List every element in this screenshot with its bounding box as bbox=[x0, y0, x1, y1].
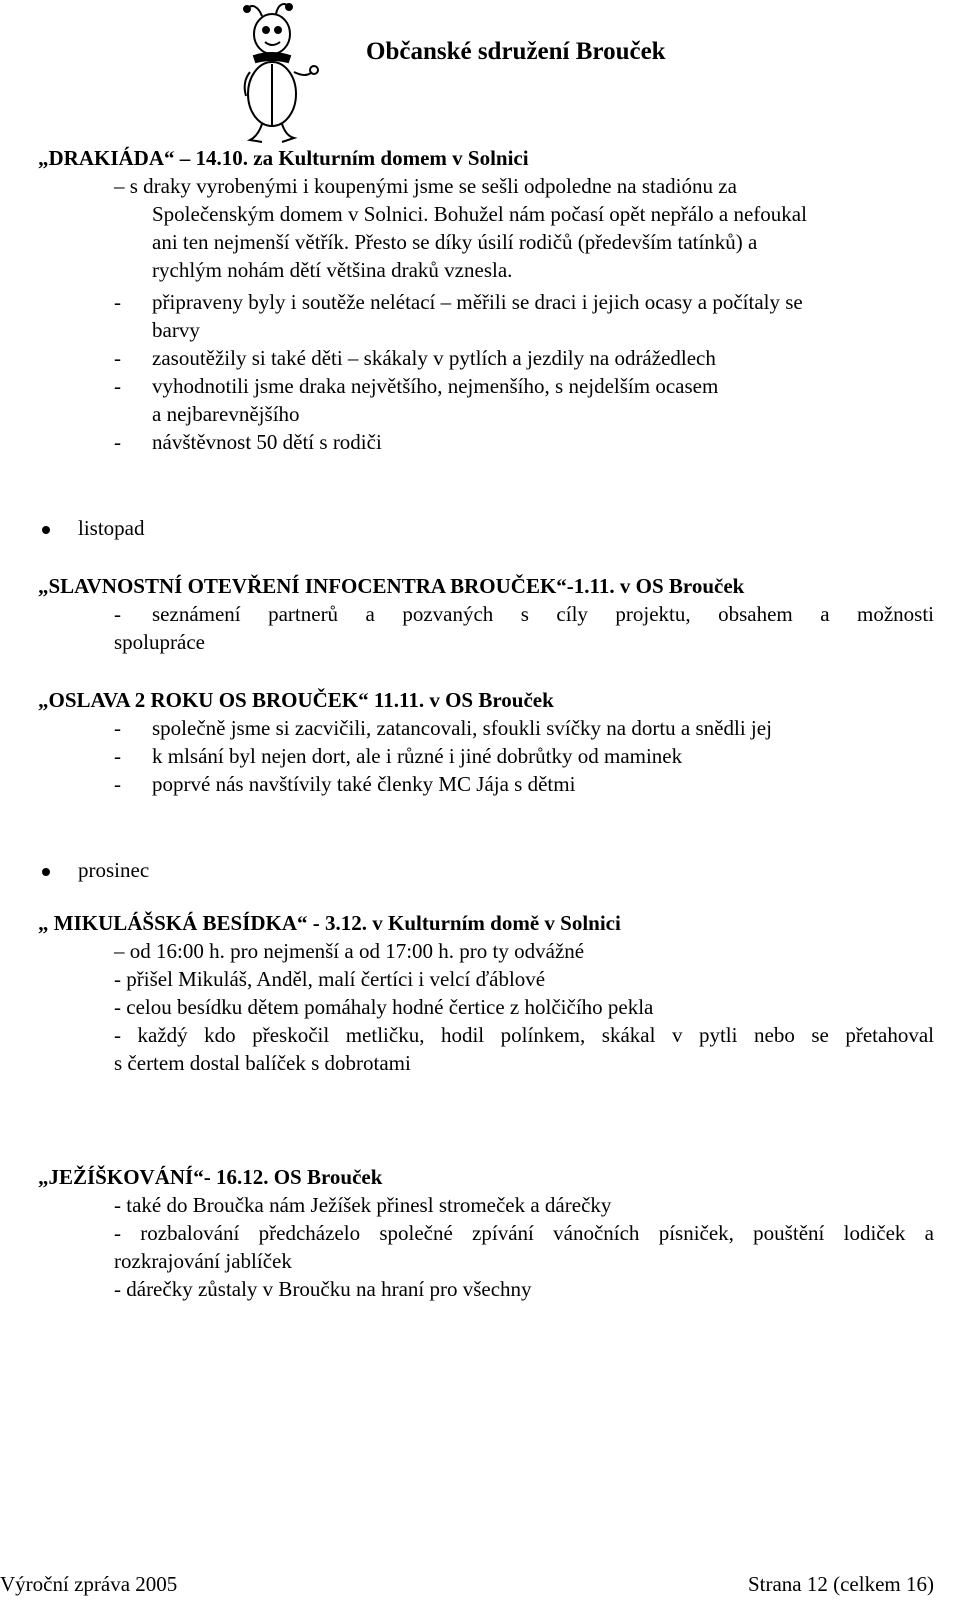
jeziskovani-line-1: - také do Broučka nám Ježíšek přinesl stromeček a dárečky bbox=[114, 1193, 612, 1217]
jeziskovani-heading: „JEŽÍŠKOVÁNÍ“- 16.12. OS Brouček bbox=[38, 1165, 383, 1189]
drakiada-line-3: ani ten nejmenší větřík. Přesto se díky úsilí rodičů (především tatínků) a bbox=[152, 230, 758, 254]
list-dash: - bbox=[114, 290, 121, 314]
month-prosinec: prosinec bbox=[78, 858, 150, 882]
mikulas-heading: „ MIKULÁŠSKÁ BESÍDKA“ - 3.12. v Kulturním domě v Solnici bbox=[38, 911, 621, 935]
jeziskovani-line-4: - dárečky zůstaly v Broučku na hraní pro všechny bbox=[114, 1277, 532, 1301]
drakiada-line-6: barvy bbox=[152, 318, 200, 342]
drakiada-line-5: připraveny byly i soutěže nelétací – měřili se draci i jejich ocasy a počítaly se bbox=[152, 290, 803, 314]
drakiada-line-10: návštěvnost 50 dětí s rodiči bbox=[152, 430, 382, 454]
list-dash: - bbox=[114, 772, 121, 796]
list-dash: - bbox=[114, 374, 121, 398]
mikulas-line-4: - každý kdo přeskočil metličku, hodil polínkem, skákal v pytli nebo se přetahoval bbox=[114, 1023, 934, 1047]
list-dash: - bbox=[114, 430, 121, 454]
list-dash: - bbox=[114, 744, 121, 768]
bullet-icon bbox=[42, 526, 50, 534]
drakiada-heading: „DRAKIÁDA“ – 14.10. za Kulturním domem v Solnici bbox=[38, 146, 529, 170]
oslava-line-3: poprvé nás navštívily také členky MC Jája s dětmi bbox=[152, 772, 576, 796]
infocentrum-line-1: seznámení partnerů a pozvaných s cíly projektu, obsahem a možnosti bbox=[152, 602, 934, 626]
mikulas-line-5: s čertem dostal balíček s dobrotami bbox=[114, 1051, 411, 1075]
footer-page-number: Strana 12 (celkem 16) bbox=[747, 1572, 934, 1596]
oslava-line-1: společně jsme si zacvičili, zatancovali, sfoukli svíčky na dortu a snědli jej bbox=[152, 716, 772, 740]
bullet-icon bbox=[42, 868, 50, 876]
list-dash: - bbox=[114, 716, 121, 740]
drakiada-line-2: Společenským domem v Solnici. Bohužel nám počasí opět nepřálo a nefoukal bbox=[152, 202, 807, 226]
beetle-logo bbox=[232, 2, 332, 152]
drakiada-line-1: – s draky vyrobenými i koupenými jsme se sešli odpoledne na stadiónu za bbox=[114, 174, 737, 198]
drakiada-line-4: rychlým nohám dětí většina draků vznesla. bbox=[152, 258, 513, 282]
org-title: Občanské sdružení Brouček bbox=[366, 38, 666, 65]
oslava-heading: „OSLAVA 2 ROKU OS BROUČEK“ 11.11. v OS Brouček bbox=[38, 688, 554, 712]
mikulas-line-2: - přišel Mikuláš, Anděl, malí čertíci i velcí ďáblové bbox=[114, 967, 546, 991]
drakiada-line-8: vyhodnotili jsme draka největšího, nejmenšího, s nejdelším ocasem bbox=[152, 374, 719, 398]
infocentrum-line-2: spolupráce bbox=[114, 630, 205, 654]
jeziskovani-line-2: - rozbalování předcházelo společné zpívání vánočních písniček, pouštění lodiček a bbox=[114, 1221, 934, 1245]
mikulas-line-1: – od 16:00 h. pro nejmenší a od 17:00 h. pro ty odvážné bbox=[114, 939, 585, 963]
month-listopad: listopad bbox=[78, 516, 145, 540]
drakiada-line-7: zasoutěžily si také děti – skákaly v pytlích a jezdily na odrážedlech bbox=[152, 346, 716, 370]
infocentrum-heading: „SLAVNOSTNÍ OTEVŘENÍ INFOCENTRA BROUČEK“-1.11. v OS Brouček bbox=[38, 574, 745, 598]
list-dash: - bbox=[114, 346, 121, 370]
footer-report-title: Výroční zpráva 2005 bbox=[0, 1572, 178, 1596]
mikulas-line-3: - celou besídku dětem pomáhaly hodné čertice z holčičího pekla bbox=[114, 995, 654, 1019]
drakiada-line-9: a nejbarevnějšího bbox=[152, 402, 300, 426]
list-dash: - bbox=[114, 602, 121, 626]
oslava-line-2: k mlsání byl nejen dort, ale i různé i jiné dobrůtky od maminek bbox=[152, 744, 683, 768]
jeziskovani-line-3: rozkrajování jablíček bbox=[114, 1249, 292, 1273]
